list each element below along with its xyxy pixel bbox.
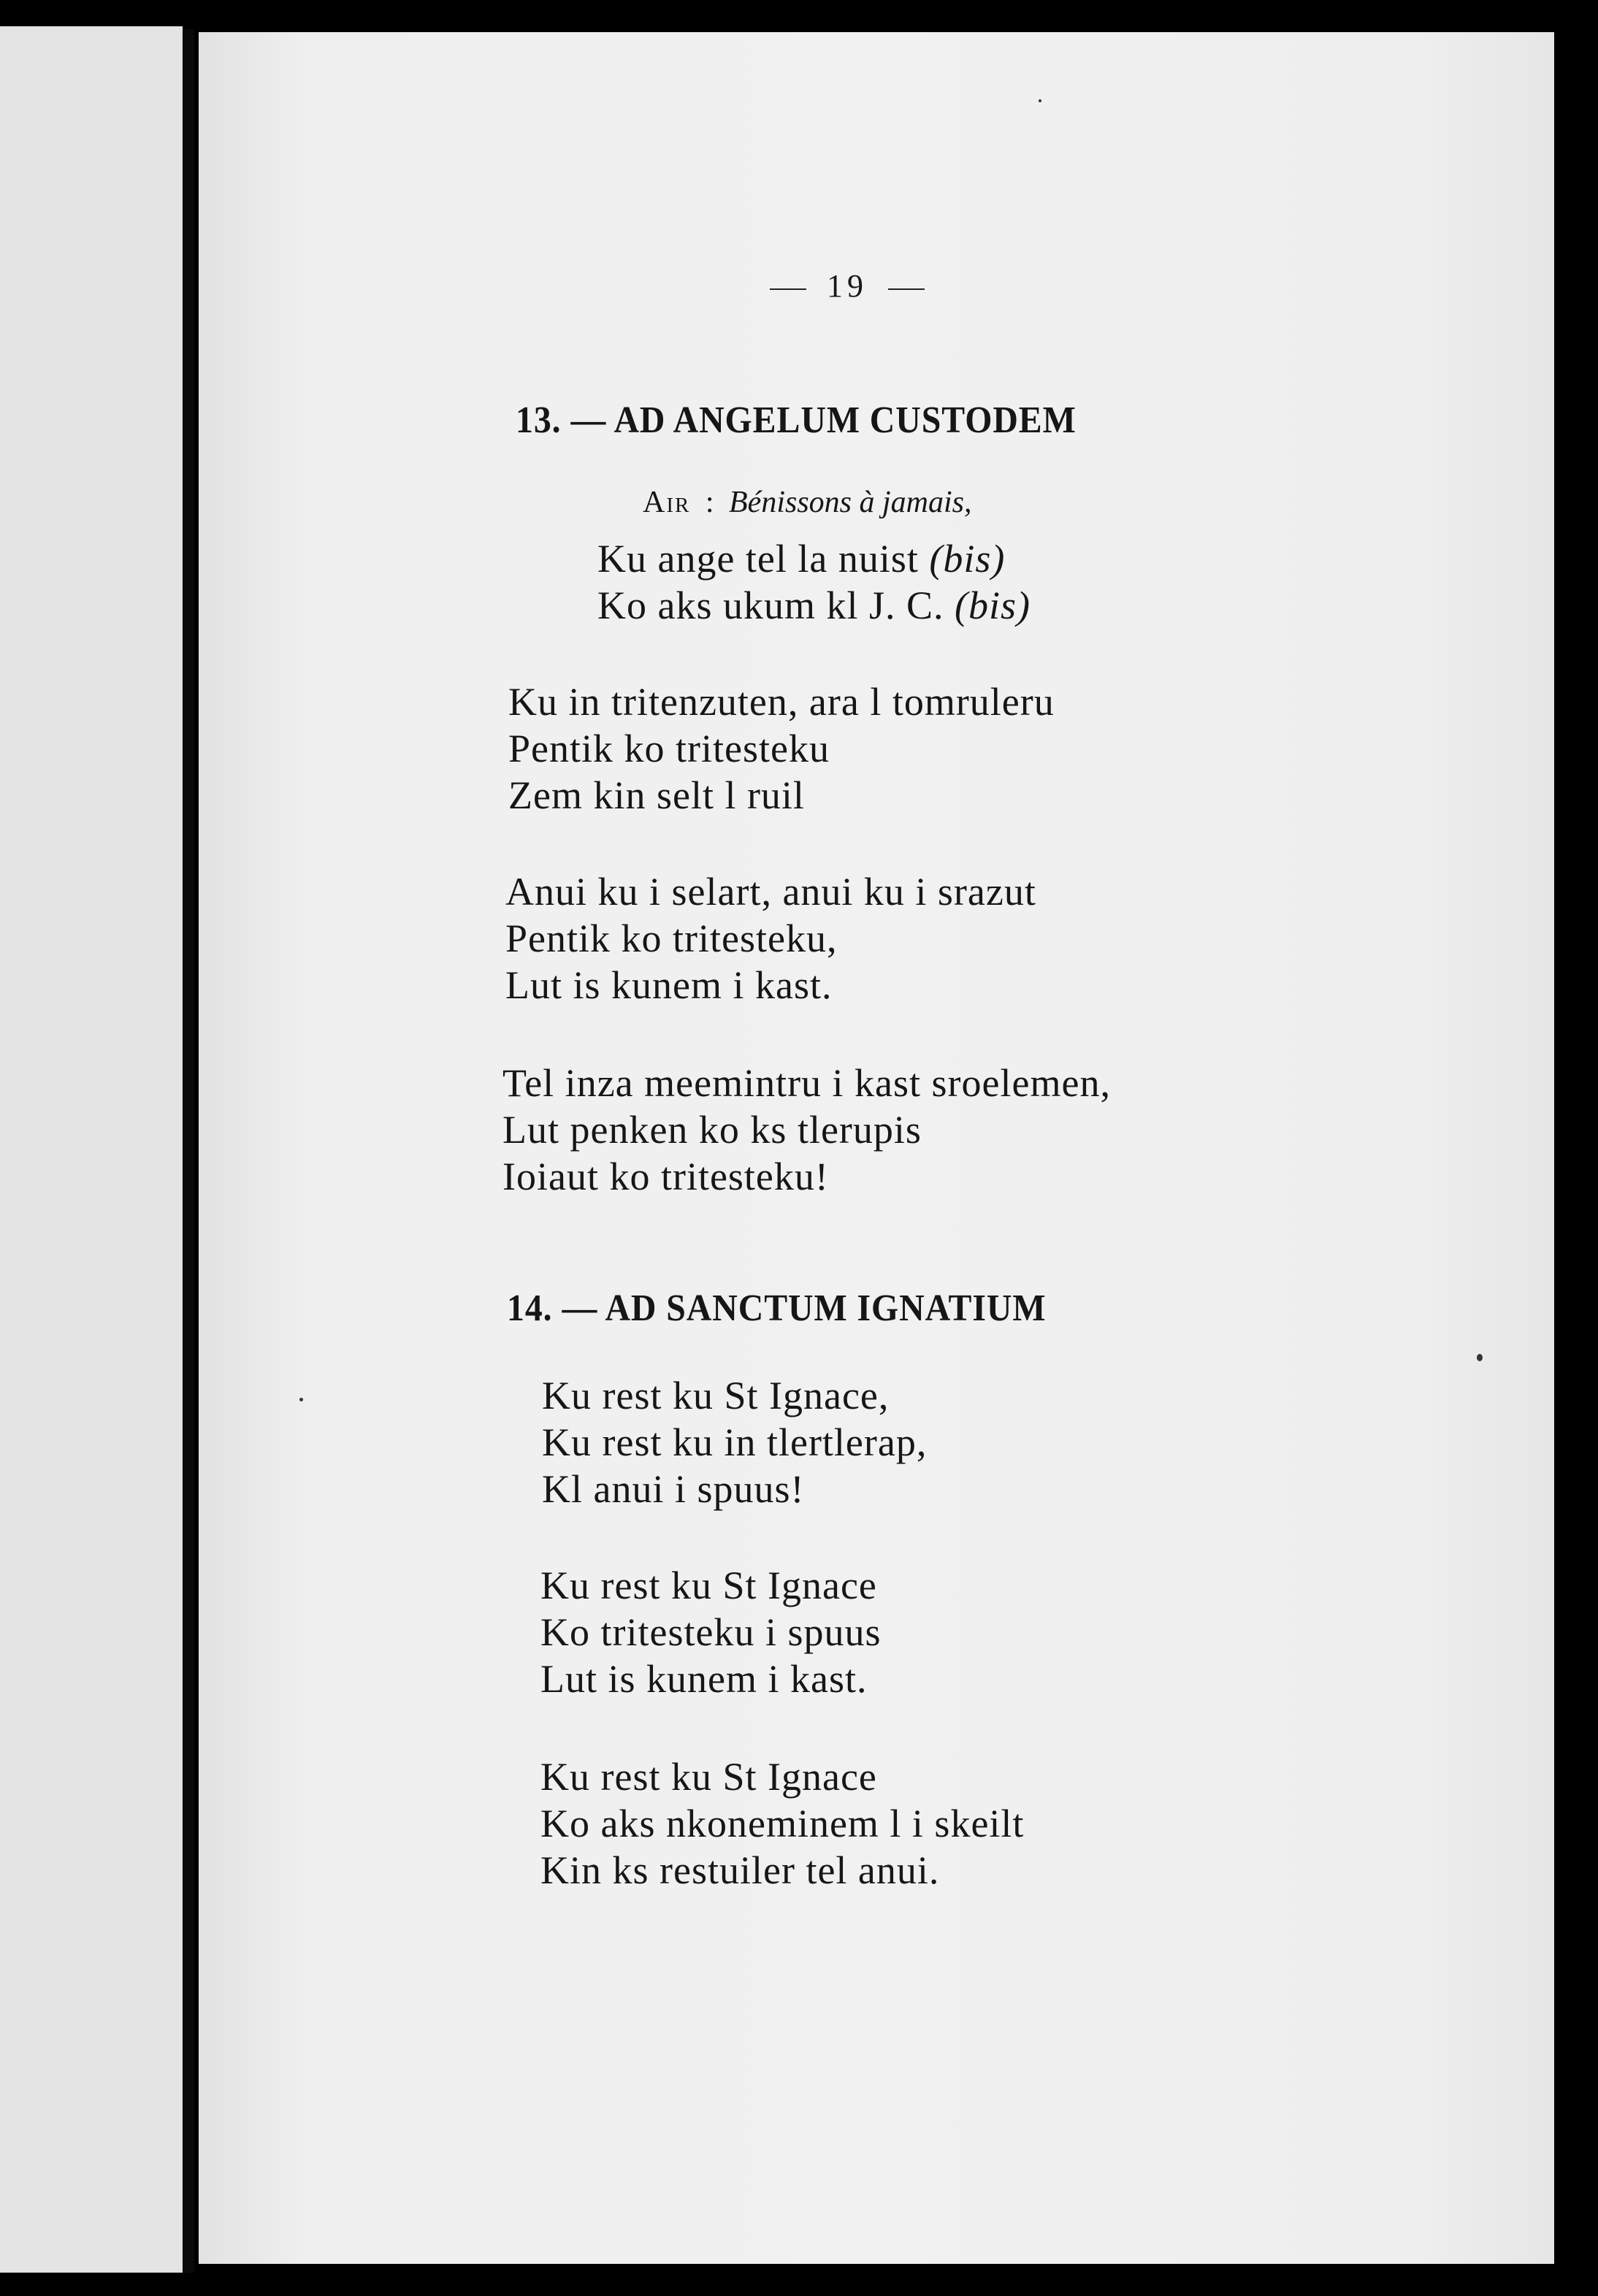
s14-stanza2-line2: Ko tritesteku i spuus	[540, 1610, 882, 1654]
s13-stanza2-line1: Anui ku i selart, anui ku i srazut	[505, 870, 1036, 914]
air-separator: :	[705, 486, 714, 519]
section-13-heading: 13. — AD ANGELUM CUSTODEM	[516, 399, 1077, 441]
refrain-line-2-bis: (bis)	[955, 583, 1031, 627]
s13-stanza3-line3: Ioiaut ko tritesteku!	[502, 1155, 829, 1198]
s13-stanza1-line3: Zem kin selt l ruil	[508, 773, 805, 817]
s14-stanza1-line2: Ku rest ku in tlertlerap,	[542, 1420, 928, 1464]
s14-stanza3-line2: Ko aks nkoneminem l i skeilt	[540, 1802, 1025, 1845]
refrain-line-1-bis: (bis)	[929, 537, 1006, 581]
scan-speck	[1477, 1354, 1483, 1361]
refrain-line-2	[597, 583, 1031, 628]
page-number-value: 19	[827, 268, 868, 304]
refrain-line-1-text: Ku ange tel la nuist	[597, 537, 930, 581]
s13-stanza3-line1: Tel inza meemintru i kast sroelemen,	[502, 1061, 1111, 1105]
air-tune: Bénissons à jamais,	[729, 486, 972, 519]
refrain-line-1	[597, 536, 1005, 581]
s13-stanza3-line2: Lut penken ko ks tlerupis	[502, 1108, 922, 1152]
section-14-heading: 14. — AD SANCTUM IGNATIUM	[507, 1287, 1047, 1329]
s14-stanza1-line3: Kl anui i spuus!	[542, 1467, 805, 1511]
page-number-dash-right	[888, 288, 925, 290]
s14-stanza3-line1: Ku rest ku St Ignace	[540, 1755, 877, 1799]
s13-stanza1-line1: Ku in tritenzuten, ara l tomruleru	[508, 680, 1055, 724]
page-number	[745, 267, 949, 305]
refrain-line-2-text: Ko aks ukum kl J. C.	[597, 583, 955, 627]
s14-stanza1-line1: Ku rest ku St Ignace,	[542, 1374, 890, 1417]
s14-stanza2-line3: Lut is kunem i kast.	[540, 1657, 868, 1701]
s13-stanza2-line2: Pentik ko tritesteku,	[505, 917, 838, 960]
air-line	[643, 485, 972, 520]
s14-stanza3-line3: Kin ks restuiler tel anui.	[540, 1848, 940, 1892]
book-page	[199, 32, 1554, 2264]
page-number-dash-left	[770, 288, 806, 290]
s14-stanza2-line1: Ku rest ku St Ignace	[540, 1564, 877, 1607]
s13-stanza2-line3: Lut is kunem i kast.	[505, 963, 833, 1007]
left-page-edge	[0, 26, 183, 2273]
s13-stanza1-line2: Pentik ko tritesteku	[508, 727, 830, 770]
scan-speck	[1039, 99, 1041, 102]
scan-speck	[299, 1398, 303, 1401]
air-label: Air	[643, 486, 691, 519]
page-gutter	[184, 29, 194, 2273]
